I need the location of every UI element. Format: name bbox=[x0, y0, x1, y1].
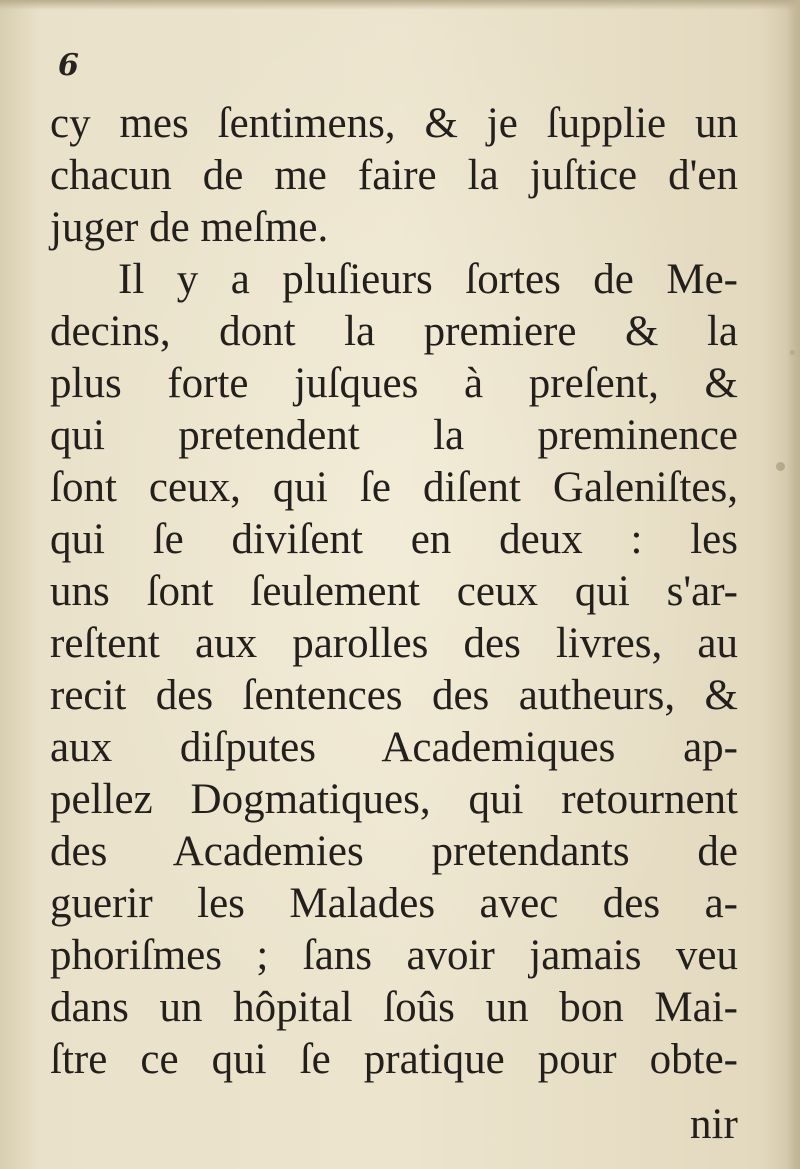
text-line: des Academies pretendants de bbox=[50, 828, 738, 875]
text-line: qui pretendent la preminence bbox=[50, 412, 738, 459]
page-number: 6 bbox=[58, 48, 79, 83]
text-line: pellez Dogmatiques, qui retournent bbox=[50, 776, 738, 823]
ink-spot bbox=[776, 462, 785, 471]
text-line: aux diſputes Academiques ap- bbox=[50, 724, 738, 771]
text-line: cy mes ſentimens, & je ſupplie un bbox=[50, 100, 738, 147]
text-line: dans un hôpital ſoûs un bon Mai- bbox=[50, 984, 738, 1031]
text-line: ſont ceux, qui ſe diſent Galeniſtes, bbox=[50, 464, 738, 511]
ink-spot bbox=[790, 350, 795, 355]
text-line: phoriſmes ; ſans avoir jamais veu bbox=[50, 932, 738, 979]
text-line: guerir les Malades avec des a- bbox=[50, 880, 738, 927]
text-line: recit des ſentences des autheurs, & bbox=[50, 672, 738, 719]
text-line: uns ſont ſeulement ceux qui s'ar- bbox=[50, 568, 738, 615]
text-line: reſtent aux parolles des livres, au bbox=[50, 620, 738, 667]
text-line: juger de meſme. bbox=[50, 204, 329, 251]
text-line: ſtre ce qui ſe pratique pour obte- bbox=[50, 1036, 738, 1083]
text-line: decins, dont la premiere & la bbox=[50, 308, 738, 355]
text-line: plus forte juſques à preſent, & bbox=[50, 360, 738, 407]
text-line: Il y a pluſieurs ſortes de Me- bbox=[118, 256, 738, 303]
catchword: nir bbox=[690, 1101, 738, 1148]
text-line: qui ſe diviſent en deux : les bbox=[50, 516, 738, 563]
text-line: chacun de me faire la juſtice d'en bbox=[50, 152, 738, 199]
